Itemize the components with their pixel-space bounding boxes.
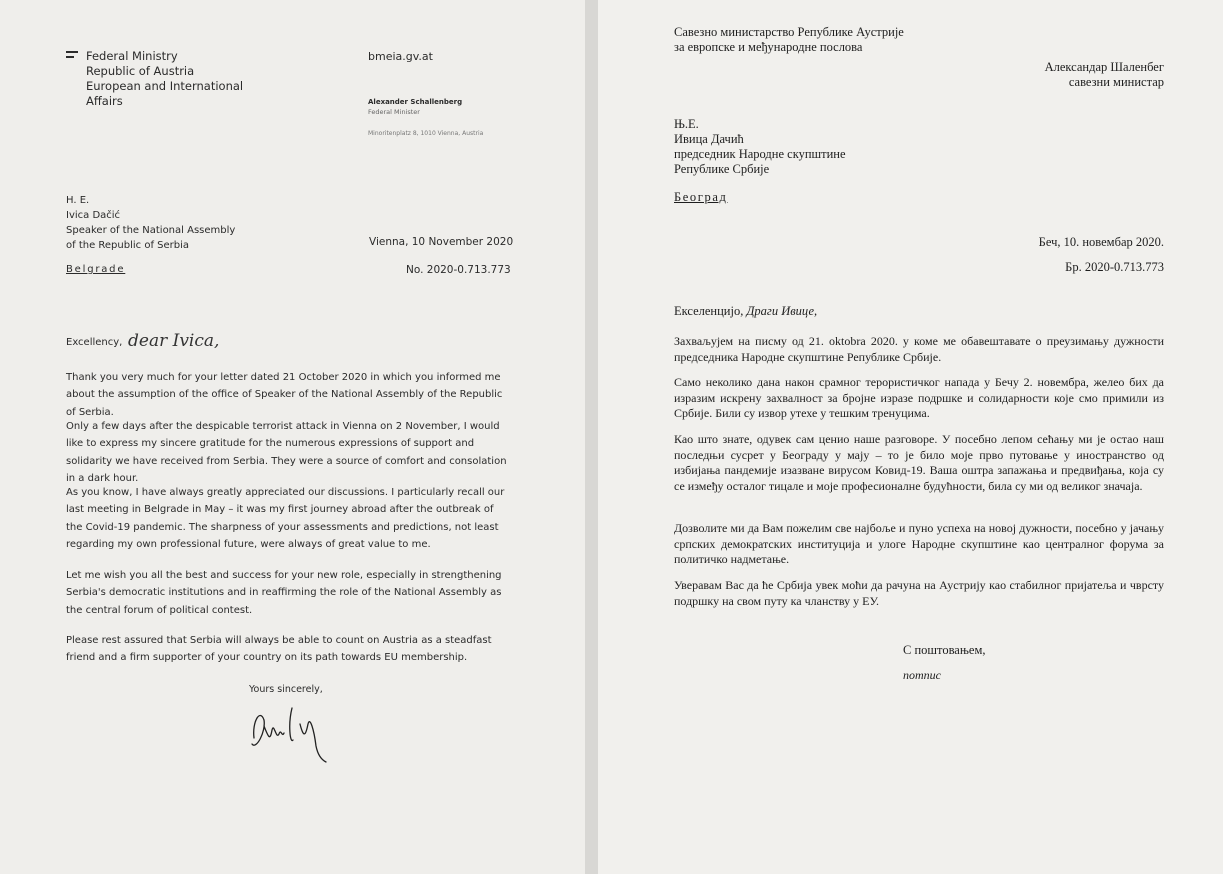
body-paragraph: As you know, I have always greatly appreciated our discussions. I particularly recall our last meeting in Belgrade in May – it was my first journey abroad after the outbreak of the Covid-19 pandemic. The sharpness of your assessments and predictions, not least regarding my own professional future, were always of great value to me. [66, 487, 505, 550]
body-paragraph: Only a few days after the despicable terrorist attack in Vienna on 2 November, I would like to express my sincere gratitude for the numerous expressions of support and solidarity we have received from Serbia. They were a source of comfort and consolation in a dark hour. [66, 421, 507, 484]
body-paragraph: Уверавам Вас да ће Србија увек моћи да рачуна на Аустрију као стабилног пријатеља и чврсту подршку на свом путу ка чланству у ЕУ. [674, 578, 1164, 608]
letter-date: Vienna, 10 November 2020 [369, 236, 514, 248]
ministry-line: Affairs [86, 94, 123, 108]
body-paragraph: Let me wish you all the best and success for your new role, especially in strengthening Serbia's democratic institutions and in reaffirming the role of the National Assembly as the central forum of political contest. [66, 570, 502, 616]
letter-date: Беч, 10. новембар 2020. [1038, 235, 1164, 249]
signature-note: потпис [903, 668, 941, 682]
body-paragraph: Као што знате, одувек сам ценио наше разговоре. У посебно лепом сећању ми је остао наш последњи сусрет у Београду у мају – то је било моје прво путовање у иностранство од избијања пандемије изазване вирусом Ковид-19. Ваша оштра запажања и предвиђања, која су се између осталог тицале и моје професионалне будућности, била су ми од великог значаја. [674, 432, 1164, 493]
serbian-letter-page [598, 0, 1223, 874]
recipient-city: Belgrade [66, 264, 126, 275]
ministry-line: Republic of Austria [86, 64, 195, 78]
recipient-line: of the Republic of Serbia [66, 240, 190, 251]
recipient-line: Ivica Dačić [66, 210, 121, 221]
sender-block [1045, 60, 1164, 90]
ministry-letterhead [674, 25, 904, 55]
ministry-letterhead [86, 49, 243, 109]
sender-line: савезни министар [1068, 75, 1164, 89]
ministry-website: bmeia.gv.at [368, 50, 433, 63]
salutation: Excellency, [66, 337, 123, 348]
ministry-line: European and International [86, 79, 244, 93]
reference-number: No. 2020-0.713.773 [406, 264, 511, 276]
sender-name: Alexander Schallenberg [368, 98, 463, 106]
recipient-line: председник Народне скупштине [674, 147, 846, 161]
closing: С поштовањем, [903, 643, 986, 657]
salutation-italic: Драги Ивице, [746, 304, 818, 318]
body-paragraph: Please rest assured that Serbia will always be able to count on Austria as a steadfast friend and a firm supporter of your country on its path towards EU membership. [66, 635, 492, 664]
page-gap [585, 0, 598, 874]
reference-number: Бр. 2020-0.713.773 [1065, 260, 1164, 274]
body-paragraph: Само неколико дана након срамног терористичког напада у Бечу 2. новембра, желео бих да изразим искрену захвалност за бројне изразе подршке и солидарности које смо примили из Србије. Били су извор утехе у тешким тренуцима. [674, 375, 1164, 421]
recipient-block [66, 193, 235, 253]
salutation-text: Екселенцијо, [674, 304, 744, 318]
recipient-line: Републике Србије [674, 162, 770, 176]
recipient-block [674, 117, 846, 177]
signature-icon [246, 700, 336, 765]
body-paragraph: Thank you very much for your letter dated 21 October 2020 in which you informed me about the assumption of the office of Speaker of the National Assembly of the Republic of Serbia. [66, 372, 503, 418]
sender-line: Александар Шаленбег [1044, 60, 1164, 74]
english-letter-page [0, 0, 585, 874]
sender-address: Minoritenplatz 8, 1010 Vienna, Austria [368, 130, 484, 137]
recipient-line: Њ.Е. [674, 117, 699, 131]
ministry-logo-icon [66, 51, 78, 61]
ministry-line: Federal Ministry [86, 49, 178, 63]
recipient-line: Speaker of the National Assembly [66, 225, 236, 236]
recipient-line: Ивица Дачић [674, 132, 744, 146]
body-paragraph: Захваљујем на писму од 21. oktobra 2020. у коме ме обавештавате о преузимању дужности председника Народне скупштине Републике Србије. [674, 334, 1164, 364]
body-paragraph: Дозволите ми да Вам пожелим све најбоље и пуно успеха на новој дужности, посебно у јачању српских демократских институција и улоге Народне скупштине као централног форума за политичко надметање. [674, 521, 1164, 567]
handwritten-salutation: dear Ivica, [128, 331, 220, 351]
ministry-line: за европске и међународне послова [674, 40, 863, 54]
sender-title: Federal Minister [368, 108, 420, 116]
recipient-line: H. E. [66, 195, 90, 206]
recipient-city: Београд [674, 190, 728, 204]
ministry-line: Савезно министарство Републике Аустрије [674, 25, 904, 39]
salutation [674, 304, 817, 319]
closing: Yours sincerely, [249, 684, 323, 695]
